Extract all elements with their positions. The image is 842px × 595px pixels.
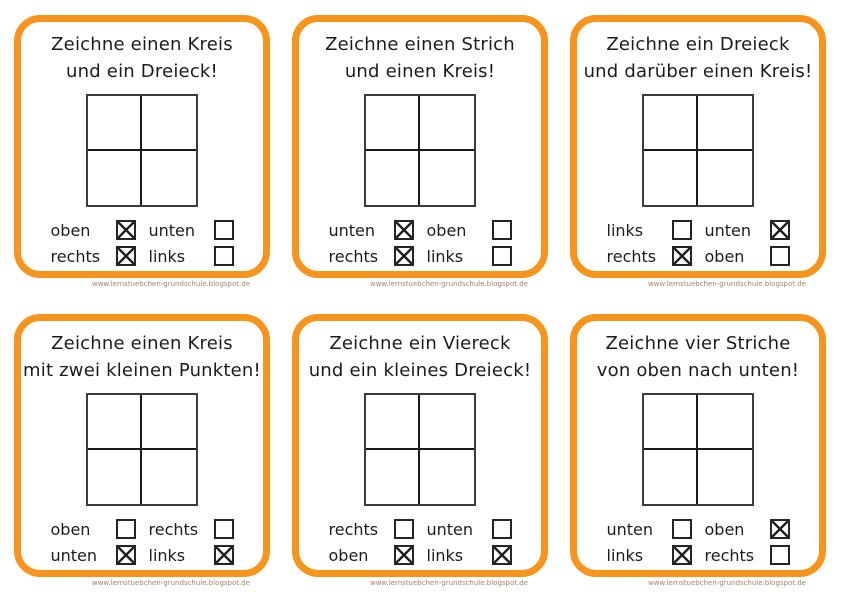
card-title [299, 330, 541, 384]
grid-cell-bottom-right [420, 450, 474, 505]
drawing-grid [364, 94, 476, 207]
drawing-grid [364, 393, 476, 506]
option-label: oben [328, 545, 369, 565]
grid-cell-top-right [142, 395, 196, 450]
option-label: unten [328, 220, 376, 240]
card-title [577, 31, 819, 85]
card-title-line2: und darüber einen Kreis! [583, 61, 813, 82]
option-label: rechts [50, 246, 101, 266]
option-label: links [426, 246, 464, 266]
option-checkbox [394, 246, 414, 266]
option-checkbox [116, 220, 136, 240]
card-title-line2: und einen Kreis! [344, 61, 496, 82]
card-title-line2: mit zwei kleinen Punkten! [23, 360, 261, 381]
card-title-line2: von oben nach unten! [596, 360, 800, 381]
card-title-line1: Zeichne ein Viereck [329, 333, 511, 354]
task-card [14, 15, 270, 278]
grid-cell-top-left [366, 395, 420, 450]
option-checkbox [492, 545, 512, 565]
option-label: links [606, 220, 644, 240]
card-cell [14, 15, 270, 288]
grid-cell-bottom-right [142, 151, 196, 206]
footer-url: www.lernstuebchen-grundschule.blogspot.de [91, 579, 250, 587]
option-label: rechts [328, 519, 379, 539]
grid-cell-top-right [698, 96, 752, 151]
card-cell [570, 15, 826, 288]
option-checkbox [116, 545, 136, 565]
drawing-grid [642, 393, 754, 506]
option-label: rechts [606, 246, 657, 266]
option-checkbox [214, 545, 234, 565]
card-title-line1: Zeichne einen Kreis [51, 34, 233, 55]
card-title [299, 31, 541, 85]
option-label: oben [50, 519, 91, 539]
option-checkbox [394, 545, 414, 565]
option-label: unten [704, 220, 752, 240]
option-checkbox [672, 519, 692, 539]
grid-cell-top-left [88, 395, 142, 450]
card-cell [570, 314, 826, 587]
option-checkbox [770, 545, 790, 565]
task-card [14, 314, 270, 577]
options-group [21, 519, 263, 565]
card-cell [14, 314, 270, 587]
option-checkbox [492, 220, 512, 240]
option-checkbox [116, 246, 136, 266]
option-label: rechts [148, 519, 199, 539]
option-checkbox [116, 519, 136, 539]
option-checkbox [214, 519, 234, 539]
drawing-grid [86, 393, 198, 506]
card-title-line1: Zeichne einen Strich [325, 34, 515, 55]
option-checkbox [492, 519, 512, 539]
grid-cell-top-left [644, 395, 698, 450]
grid-cell-bottom-left [644, 151, 698, 206]
option-checkbox [214, 220, 234, 240]
grid-cell-top-left [88, 96, 142, 151]
card-title-line2: und ein kleines Dreieck! [308, 360, 532, 381]
task-card [292, 15, 548, 278]
option-label: rechts [704, 545, 755, 565]
option-checkbox [394, 220, 414, 240]
card-title-line1: Zeichne ein Dreieck [606, 34, 790, 55]
options-group [577, 220, 819, 266]
options-group [21, 220, 263, 266]
option-label: unten [606, 519, 654, 539]
options-group [299, 220, 541, 266]
option-label: links [148, 545, 186, 565]
option-checkbox [672, 220, 692, 240]
grid-cell-top-right [142, 96, 196, 151]
card-title [21, 31, 263, 85]
option-label: links [426, 545, 464, 565]
card-title-line1: Zeichne einen Kreis [51, 333, 233, 354]
grid-cell-top-right [420, 395, 474, 450]
footer-url: www.lernstuebchen-grundschule.blogspot.de [369, 280, 528, 288]
task-card [570, 314, 826, 577]
grid-cell-bottom-left [644, 450, 698, 505]
option-checkbox [672, 545, 692, 565]
drawing-grid [86, 94, 198, 207]
option-checkbox [770, 220, 790, 240]
grid-cell-top-right [420, 96, 474, 151]
option-checkbox [770, 246, 790, 266]
grid-cell-top-right [698, 395, 752, 450]
grid-cell-bottom-right [420, 151, 474, 206]
card-title-line2: und ein Dreieck! [66, 61, 218, 82]
option-checkbox [672, 246, 692, 266]
grid-cell-bottom-left [366, 151, 420, 206]
option-checkbox [770, 519, 790, 539]
option-label: unten [148, 220, 196, 240]
option-checkbox [214, 246, 234, 266]
card-cell [292, 314, 548, 587]
card-cell [292, 15, 548, 288]
options-group [577, 519, 819, 565]
grid-cell-bottom-right [142, 450, 196, 505]
option-label: unten [426, 519, 474, 539]
footer-url: www.lernstuebchen-grundschule.blogspot.de [647, 280, 806, 288]
grid-cell-bottom-left [366, 450, 420, 505]
option-label: oben [704, 519, 745, 539]
grid-cell-bottom-right [698, 151, 752, 206]
option-label: oben [50, 220, 91, 240]
options-group [299, 519, 541, 565]
grid-cell-bottom-left [88, 450, 142, 505]
task-card [570, 15, 826, 278]
footer-url: www.lernstuebchen-grundschule.blogspot.de [647, 579, 806, 587]
footer-url: www.lernstuebchen-grundschule.blogspot.de [91, 280, 250, 288]
drawing-grid [642, 94, 754, 207]
grid-cell-bottom-right [698, 450, 752, 505]
grid-cell-bottom-left [88, 151, 142, 206]
card-title [21, 330, 263, 384]
option-label: links [606, 545, 644, 565]
option-label: rechts [328, 246, 379, 266]
grid-cell-top-left [644, 96, 698, 151]
option-label: links [148, 246, 186, 266]
card-title-line1: Zeichne vier Striche [605, 333, 791, 354]
option-label: oben [426, 220, 467, 240]
option-label: oben [704, 246, 745, 266]
task-card [292, 314, 548, 577]
footer-url: www.lernstuebchen-grundschule.blogspot.de [369, 579, 528, 587]
option-checkbox [394, 519, 414, 539]
option-label: unten [50, 545, 98, 565]
grid-cell-top-left [366, 96, 420, 151]
card-title [577, 330, 819, 384]
option-checkbox [492, 246, 512, 266]
